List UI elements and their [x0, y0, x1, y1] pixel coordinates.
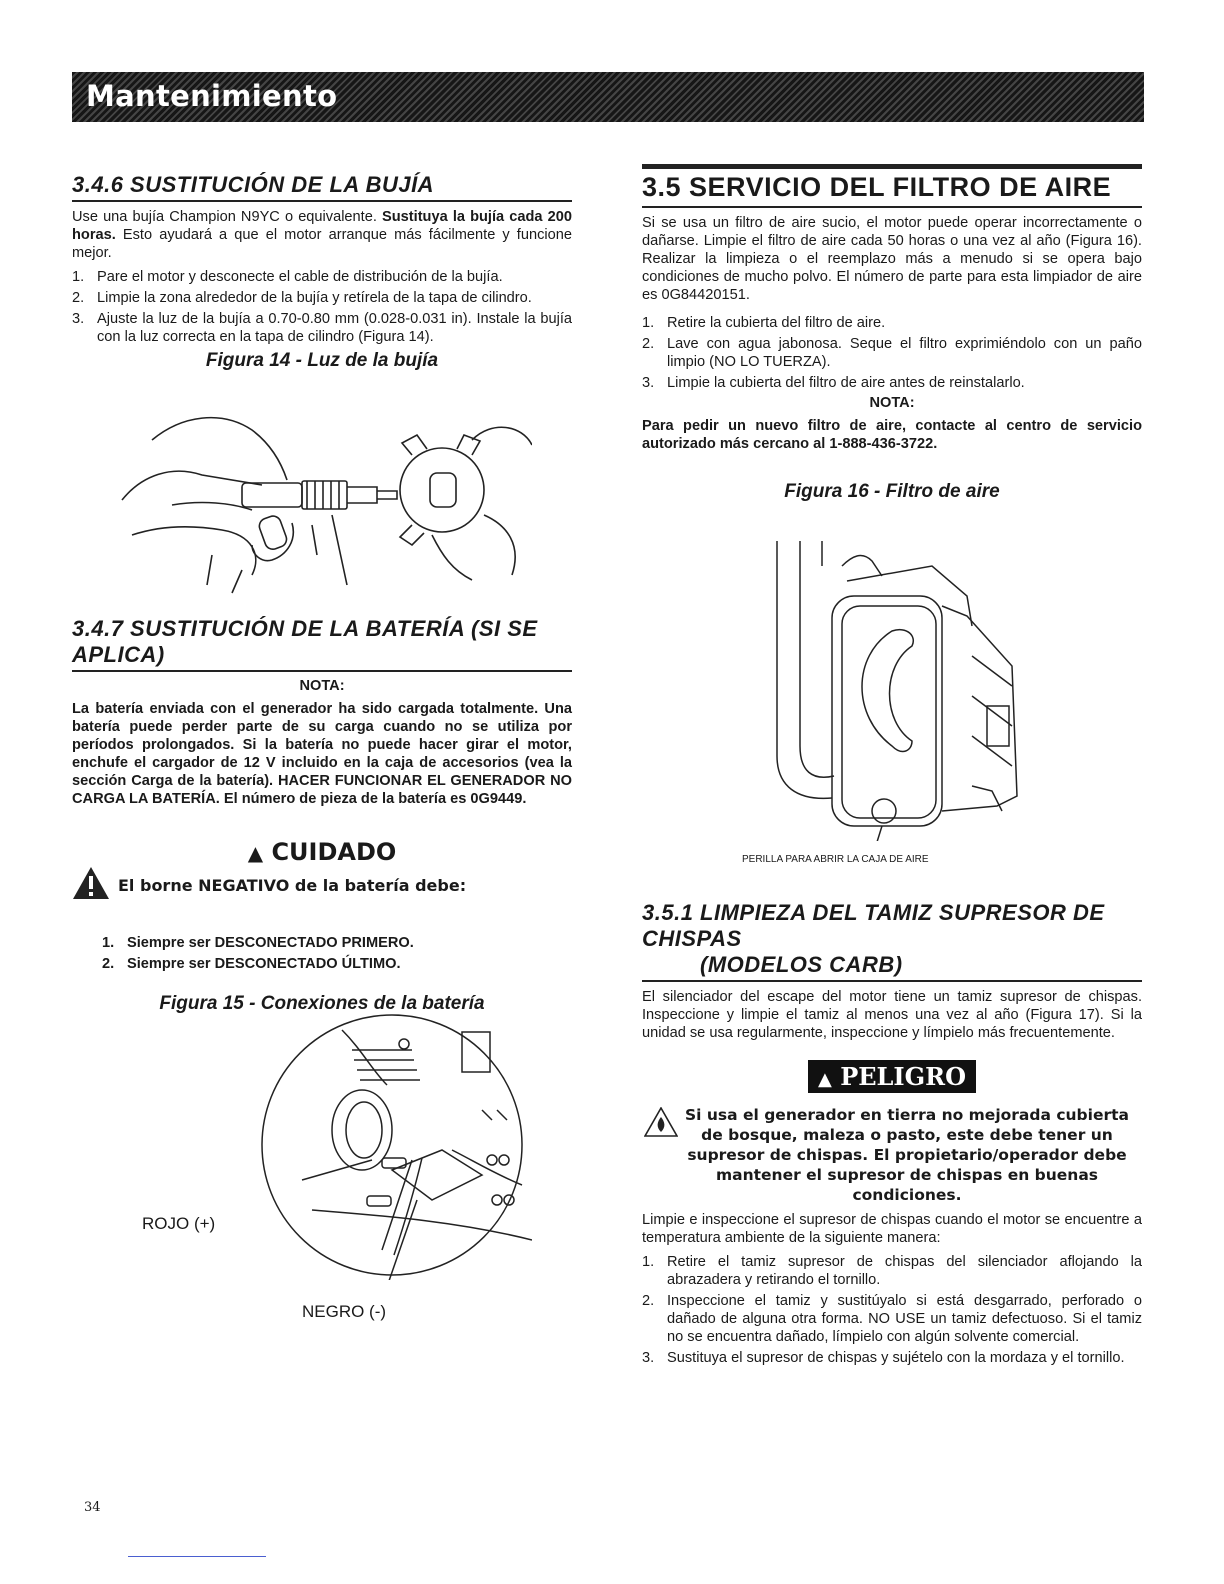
- spark-plug-illustration: [112, 405, 532, 595]
- air-filter-illustration: [772, 536, 1022, 841]
- banner-title: Mantenimiento: [86, 79, 338, 113]
- step-number: 1.: [642, 315, 655, 331]
- step-text: Pare el motor y desconecte el cable de distribución de la bujía.: [97, 269, 503, 285]
- intro-part-b: Sustituya la bujía cada 200 horas.: [72, 209, 572, 243]
- section-3-5-1-heading-line1: 3.5.1 LIMPIEZA DEL TAMIZ SUPRESOR DE CHISPAS: [642, 900, 1105, 951]
- page-number: 34: [84, 1500, 101, 1515]
- step-number: 2.: [642, 1293, 655, 1309]
- list-item: [72, 310, 572, 346]
- warning-triangle-icon: ▲: [247, 841, 264, 865]
- step-number: 3.: [72, 311, 85, 327]
- step-text: Siempre ser DESCONECTADO ÚLTIMO.: [127, 956, 401, 972]
- section-3-5-intro: Si se usa un filtro de aire sucio, el motor puede operar incorrectamente o dañarse. Limpie el filtro de aire cada 50 horas o una vez al año (Figura 16). Realizar la limpieza o el reemplazo más a menudo si se opera bajo condiciones de mucho polvo. El número de parte para esta limpiador de aire es 0G84420151.: [642, 215, 1142, 303]
- figure-16-illustration: [742, 536, 1032, 866]
- section-3-5-1-after: Limpie e inspeccione el supresor de chispas cuando el motor se encuentre a temperatura ambiente de la siguiente manera:: [642, 1212, 1142, 1246]
- exclamation-triangle-icon: [72, 866, 110, 900]
- danger-text: Si usa el generador en tierra no mejorada cubierta de bosque, maleza o pasto, este debe tener un supresor de chispas. El propietario/operador debe mantener el supresor de chispas en buenas condiciones.: [685, 1106, 1129, 1204]
- figure-15-illustration: [142, 1010, 572, 1340]
- figure-16-caption: Figura 16 - Filtro de aire: [784, 481, 1000, 502]
- step-text: Limpie la zona alrededor de la bujía y retírela de la tapa de cilindro.: [97, 290, 532, 306]
- knob-label: PERILLA PARA ABRIR LA CAJA DE AIRE: [742, 854, 929, 865]
- danger-title-text: PELIGRO: [840, 1062, 966, 1091]
- caution-steps: [102, 934, 572, 973]
- nota-label: NOTA:: [299, 678, 345, 694]
- section-3-5-1-steps: [642, 1253, 1142, 1367]
- step-text: Retire la cubierta del filtro de aire.: [667, 315, 886, 331]
- label-red-positive: ROJO (+): [142, 1214, 216, 1233]
- figure-14-caption: Figura 14 - Luz de la bujía: [205, 350, 439, 371]
- danger-block: [642, 1105, 1142, 1205]
- section-3-4-6-intro: [72, 208, 572, 262]
- step-number: 1.: [642, 1254, 655, 1270]
- step-number: 1.: [72, 269, 85, 285]
- caution-text: El borne NEGATIVO de la batería debe:: [118, 876, 467, 895]
- figure-14-illustration: [112, 405, 532, 595]
- air-filter-note-text: Para pedir un nuevo filtro de aire, contacte al centro de servicio autorizado más cercano al 1-888-436-3722.: [642, 418, 1142, 452]
- step-number: 2.: [102, 956, 115, 972]
- section-3-4-6: [72, 172, 572, 370]
- label-black-negative: NEGRO (-): [302, 1302, 387, 1321]
- footer-rule: [128, 1556, 266, 1557]
- list-item: [642, 1253, 1142, 1289]
- list-item: [642, 314, 1142, 332]
- step-text: Limpie la cubierta del filtro de aire antes de reinstalarlo.: [667, 375, 1025, 391]
- step-text: Inspeccione el tamiz y sustitúyalo si está desgarrado, perforado o dañado de alguna otra forma. NO USE un tamiz defectuoso. Si el tamiz no se encuentra dañado, límpielo con algún solvente comercial.: [667, 1293, 1142, 1345]
- step-number: 2.: [72, 290, 85, 306]
- step-number: 2.: [642, 336, 655, 352]
- list-item: [642, 1349, 1142, 1367]
- list-item: [642, 335, 1142, 371]
- list-item: [72, 268, 572, 286]
- list-item: [642, 1292, 1142, 1346]
- intro-part-c: Esto ayudará a que el motor arranque más fácilmente y funcione mejor.: [72, 227, 572, 261]
- caution-block: [72, 838, 572, 898]
- step-text: Ajuste la luz de la bujía a 0.70-0.80 mm (0.028-0.031 in). Instale la bujía con la luz correcta en la tapa de cilindro (Figura 14).: [97, 311, 572, 345]
- caution-title-text: CUIDADO: [271, 838, 397, 866]
- step-text: Lave con agua jabonosa. Seque el filtro exprimiéndolo con un paño limpio (NO LO TUERZA).: [667, 336, 1142, 370]
- warning-triangle-icon: ▲: [818, 1069, 832, 1090]
- step-text: Sustituya el supresor de chispas y sujételo con la mordaza y el tornillo.: [667, 1350, 1125, 1366]
- step-number: 1.: [102, 935, 115, 951]
- section-3-4-6-heading: 3.4.6 SUSTITUCIÓN DE LA BUJÍA: [72, 172, 572, 202]
- section-3-5-1-intro: El silenciador del escape del motor tiene un tamiz supresor de chispas. Inspeccione y limpie el tamiz al menos una vez al año (Figura 17). Si la unidad se usa regularmente, inspeccione y límpielo más frecuentemente.: [642, 989, 1142, 1041]
- battery-connection-illustration: [152, 1010, 532, 1280]
- section-3-5-1-heading-line2: (MODELOS CARB): [642, 952, 1142, 982]
- list-item: [72, 289, 572, 307]
- section-3-4-7-heading: 3.4.7 SUSTITUCIÓN DE LA BATERÍA (SI SE APLICA): [72, 616, 572, 672]
- step-text: Retire el tamiz supresor de chispas del silenciador aflojando la abrazadera y retirando el tornillo.: [667, 1254, 1142, 1288]
- step-text: Siempre ser DESCONECTADO PRIMERO.: [127, 935, 414, 951]
- list-item: [102, 955, 572, 973]
- battery-note-text: La batería enviada con el generador ha sido cargada totalmente. Una batería puede perder parte de su carga cuando no se utiliza por períodos prolongados. Si la batería no puede hacer girar el motor, enchufe el cargador de 12 V incluido en la caja de accesorios (vea la sección Carga de la batería). HACER FUNCIONAR EL GENERADOR NO CARGA LA BATERÍA. El número de pieza de la batería es 0G9449.: [72, 701, 572, 807]
- figure-15-caption: Figura 15 - Conexiones de la batería: [159, 993, 485, 1014]
- step-number: 3.: [642, 375, 655, 391]
- list-item: [102, 934, 572, 952]
- fire-hazard-icon: [644, 1107, 678, 1137]
- section-3-5-1: [642, 900, 1142, 1370]
- danger-label: [808, 1060, 976, 1093]
- intro-part-a: Use una bujía Champion N9YC o equivalente.: [72, 209, 383, 225]
- danger-banner: [642, 1060, 1142, 1093]
- nota-label: NOTA:: [869, 395, 915, 411]
- section-3-5-steps: [642, 314, 1142, 392]
- list-item: [642, 374, 1142, 392]
- section-3-5: [642, 164, 1142, 501]
- caution-title: [72, 838, 572, 866]
- step-number: 3.: [642, 1350, 655, 1366]
- section-3-4-6-steps: [72, 268, 572, 346]
- section-banner: [72, 72, 1144, 122]
- section-3-4-7: [72, 616, 572, 1013]
- section-3-5-heading: 3.5 SERVICIO DEL FILTRO DE AIRE: [642, 164, 1142, 208]
